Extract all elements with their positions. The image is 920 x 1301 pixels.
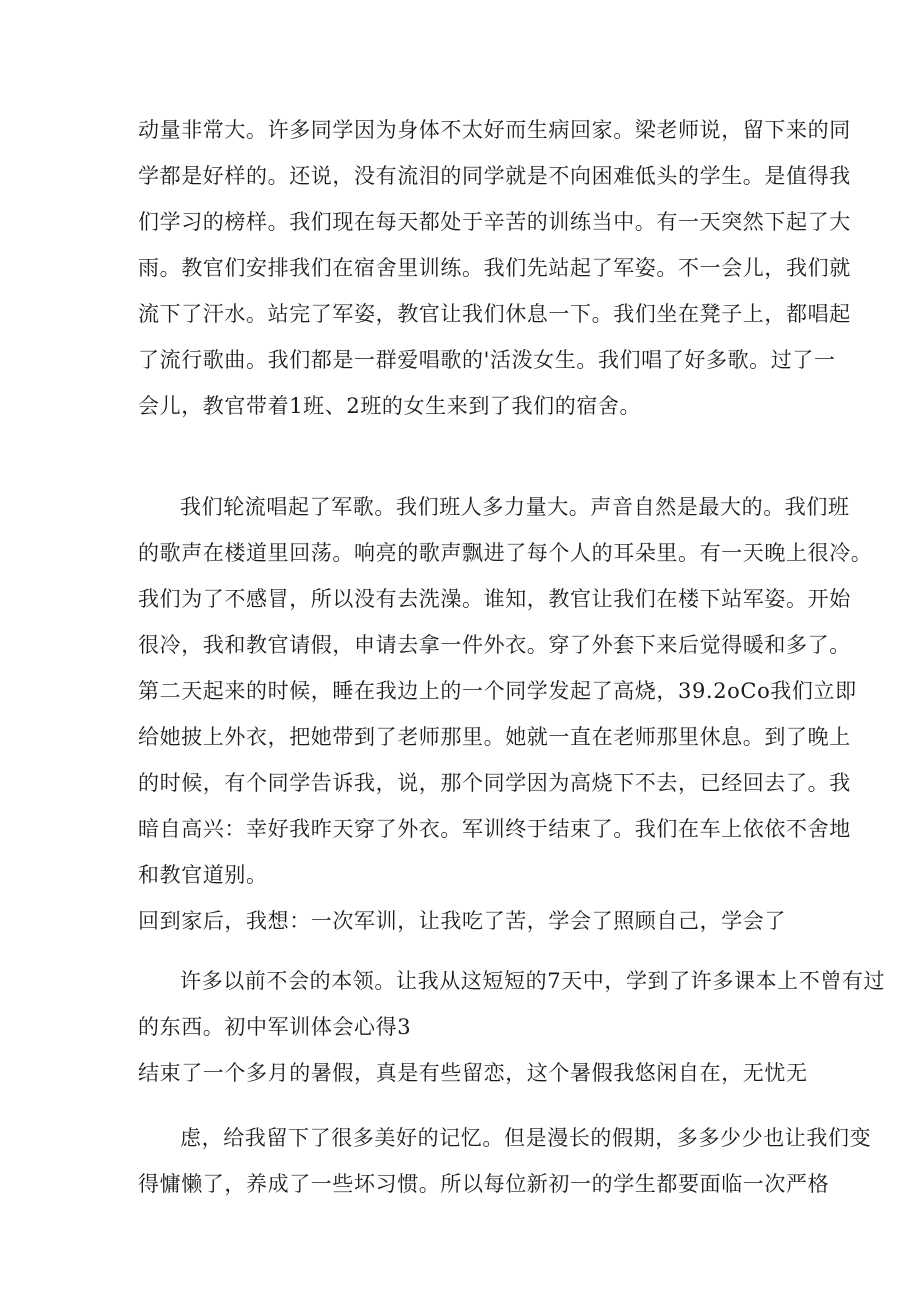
paragraph-start-line: 许多以前不会的本领。让我从这短短的7天中，学到了许多课本上不曾有过 (180, 969, 886, 993)
text-line: 很冷，我和教官请假，申请去拿一件外衣。穿了外套下来后觉得暖和多了。 (138, 633, 851, 657)
text-line: 们学习的榜样。我们现在每天都处于辛苦的训练当中。有一天突然下起了大 (138, 210, 851, 234)
text-line: 的东西。初中军训体会心得3 (138, 1015, 412, 1039)
text-line: 给她披上外衣，把她带到了老师那里。她就一直在老师那里休息。到了晚上 (138, 725, 851, 749)
text-line: 得慵懒了，养成了一些坏习惯。所以每位新初一的学生都要面临一次严格 (138, 1172, 830, 1196)
paragraph-start-line: 虑，给我留下了很多美好的记忆。但是漫长的假期，多多少少也让我们变 (180, 1126, 872, 1150)
text-line: 和教官道别。 (138, 863, 268, 887)
text-line: 动量非常大。许多同学因为身体不太好而生病回家。梁老师说，留下来的同 (138, 118, 851, 142)
text-line: 了流行歌曲。我们都是一群爱唱歌的'活泼女生。我们唱了好多歌。过了一 (138, 348, 836, 372)
text-line: 第二天起来的时候，睡在我边上的一个同学发起了高烧，39.2oCo我们立即 (138, 679, 857, 703)
text-line: 学都是好样的。还说，没有流泪的同学就是不向困难低头的学生。是值得我 (138, 164, 851, 188)
text-line: 流下了汗水。站完了军姿，教官让我们休息一下。我们坐在凳子上，都唱起 (138, 302, 851, 326)
text-line: 雨。教官们安排我们在宿舍里训练。我们先站起了军姿。不一会儿，我们就 (138, 256, 851, 280)
text-line: 的时候，有个同学告诉我，说，那个同学因为高烧下不去，已经回去了。我 (138, 771, 851, 795)
text-line: 的歌声在楼道里回荡。响亮的歌声飘进了每个人的耳朵里。有一天晚上很冷。 (138, 541, 873, 565)
text-line: 回到家后，我想：一次军训，让我吃了苦，学会了照顾自己，学会了 (138, 909, 786, 933)
paragraph-start-line: 我们轮流唱起了军歌。我们班人多力量大。声音自然是最大的。我们班 (180, 495, 850, 519)
text-line: 暗自高兴：幸好我昨天穿了外衣。军训终于结束了。我们在车上依依不舍地 (138, 817, 851, 841)
text-line: 结束了一个多月的暑假，真是有些留恋，这个暑假我悠闲自在，无忧无 (138, 1061, 808, 1085)
text-line: 我们为了不感冒，所以没有去洗澡。谁知，教官让我们在楼下站军姿。开始 (138, 587, 851, 611)
text-line: 会儿，教官带着1班、2班的女生来到了我们的宿舍。 (138, 394, 642, 418)
